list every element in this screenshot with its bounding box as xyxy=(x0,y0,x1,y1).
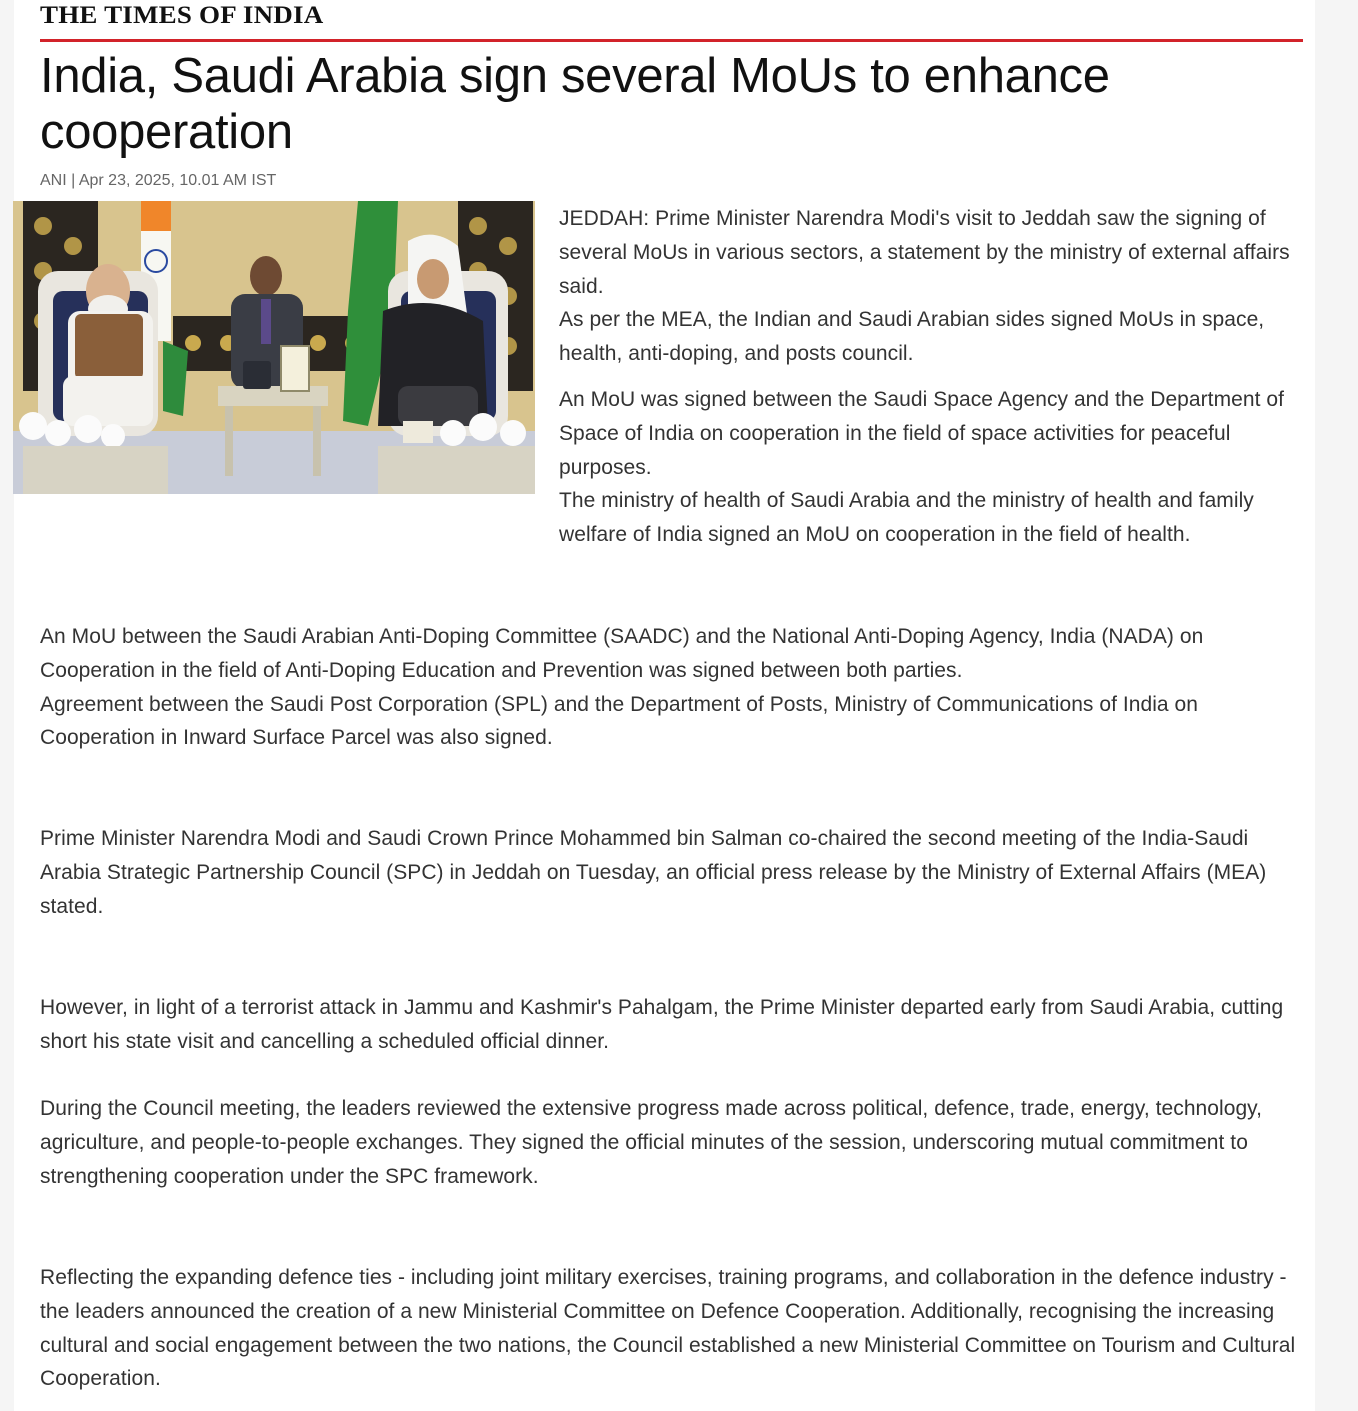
article-paragraph-group-5 xyxy=(40,991,1302,1059)
article-paragraph: Reflecting the expanding defence ties - including joint military exercises, training programs, and collaboration in the defence industry - the leaders announced the creation of a new Ministerial Committee on Defence Cooperation. Additionally, recognising the increasing cultural and social engagement between the two nations, the Council established a new Ministerial Committee on Tourism and Cultural Cooperation. xyxy=(40,1266,1296,1391)
article-paragraph: The ministry of health of Saudi Arabia and the ministry of health and family welfare of India signed an MoU on cooperation in the field of health. xyxy=(559,489,1254,547)
article-byline: ANI | Apr 23, 2025, 10.01 AM IST xyxy=(40,172,277,189)
article-paragraph: An MoU between the Saudi Arabian Anti-Doping Committee (SAADC) and the National Anti-Doping Agency, India (NADA) on Cooperation in the field of Anti-Doping Education and Prevention was signed between both parties. xyxy=(40,625,1204,682)
article-paragraph: As per the MEA, the Indian and Saudi Arabian sides signed MoUs in space, health, anti-doping, and posts council. xyxy=(559,308,1265,366)
article-paragraph-group-3 xyxy=(40,620,1302,755)
article-photo[interactable] xyxy=(13,201,535,494)
article-paragraph: However, in light of a terrorist attack in Jammu and Kashmir's Pahalgam, the Prime Minister departed early from Saudi Arabia, cutting short his state visit and cancelling a scheduled official dinner. xyxy=(40,996,1284,1053)
article-paragraph: During the Council meeting, the leaders reviewed the extensive progress made across political, defence, trade, energy, technology, agriculture, and people-to-people exchanges. They signed the official minutes of the session, underscoring mutual commitment to strengthening cooperation under the SPC framework. xyxy=(40,1097,1263,1188)
article-paragraph-group-7 xyxy=(40,1261,1302,1396)
masthead-divider xyxy=(40,39,1303,42)
article-paragraph: Agreement between the Saudi Post Corporation (SPL) and the Department of Posts, Ministry of Communications of India on Cooperation in Inward Surface Parcel was also signed. xyxy=(40,692,1198,750)
article-headline: India, Saudi Arabia sign several MoUs to enhance cooperation xyxy=(40,49,1110,159)
article-paragraph: JEDDAH: Prime Minister Narendra Modi's visit to Jeddah saw the signing of several MoUs in various sectors, a statement by the ministry of external affairs said. xyxy=(559,207,1290,298)
article-paragraph-group-6 xyxy=(40,1092,1302,1193)
article-paragraph-group-2 xyxy=(559,383,1299,552)
masthead-logo[interactable]: THE TIMES OF INDIA xyxy=(40,0,324,29)
article-paragraph: Prime Minister Narendra Modi and Saudi Crown Prince Mohammed bin Salman co-chaired the second meeting of the India-Saudi Arabia Strategic Partnership Council (SPC) in Jeddah on Tuesday, an official press release by the Ministry of External Affairs (MEA) stated. xyxy=(40,827,1267,918)
article-paragraph: An MoU was signed between the Saudi Space Agency and the Department of Space of India on cooperation in the field of space activities for peaceful purposes. xyxy=(559,388,1284,479)
photo-illustration xyxy=(13,201,535,494)
article-paragraph-group-1 xyxy=(559,202,1299,371)
article-paragraph-group-4 xyxy=(40,822,1302,923)
